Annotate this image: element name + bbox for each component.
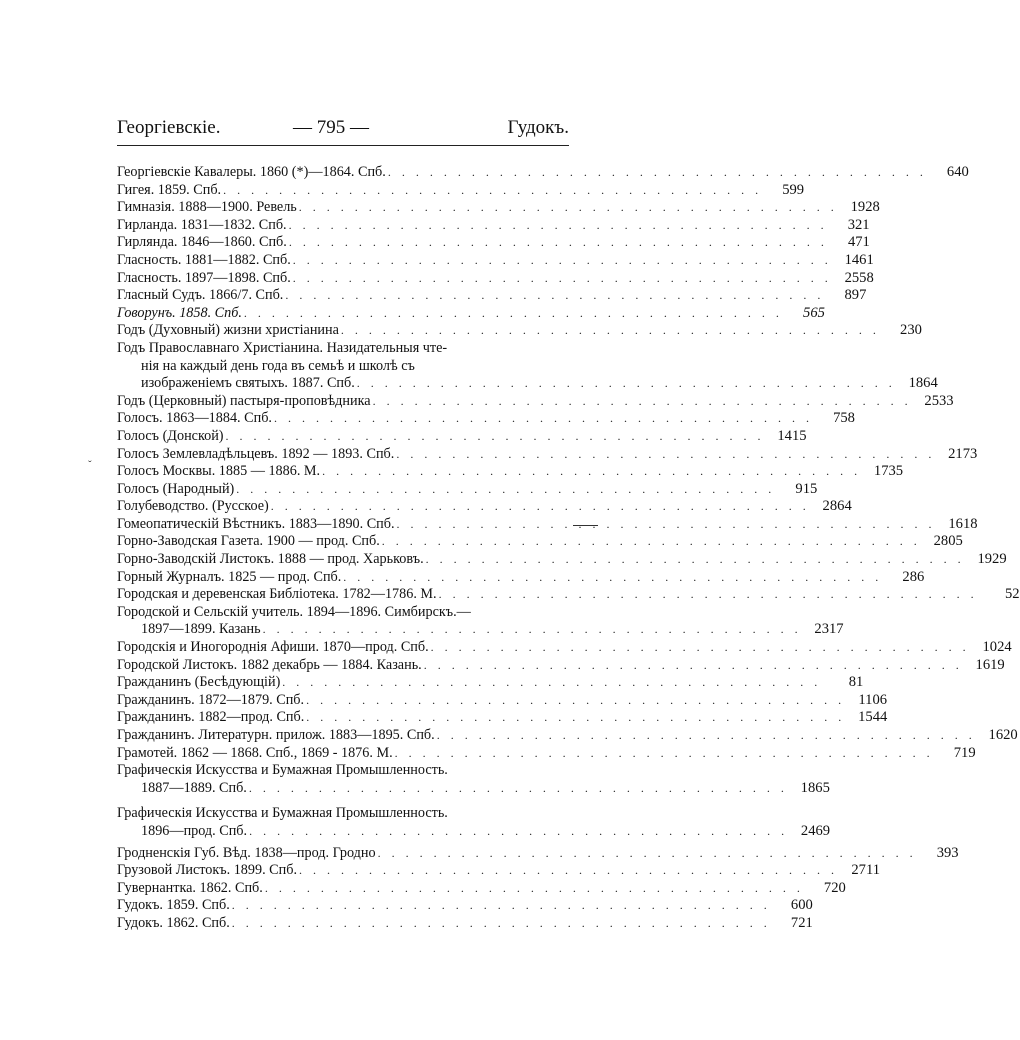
margin-tick-mark: ˇ (88, 459, 92, 471)
running-head-left: Георгіевскіе. (117, 117, 221, 138)
index-entry: Горный Журналъ. 1825 — прод. Спб. . . . . . . . . . . . . . . . . . . . . . . . . . . . . . . . . . . . . . . . 286 (117, 568, 925, 585)
running-head-right: Гудокъ. (507, 117, 569, 138)
index-entry: Гудокъ. 1862. Спб. . . . . . . . . . . . . . . . . . . . . . . . . . . . . . . . . . . . . . . . 721 (117, 914, 813, 931)
index-entry: Грузовой Листокъ. 1899. Спб. . . . . . . . . . . . . . . . . . . . . . . . . . . . . . . . . . . . . . . . 2711 (117, 862, 880, 879)
index-entry: Гимназія. 1888—1900. Ревель . . . . . . . . . . . . . . . . . . . . . . . . . . . . . . . . . . . . . . . 1928 (117, 199, 880, 216)
index-entry: Гражданинъ (Бесѣдующій) . . . . . . . . . . . . . . . . . . . . . . . . . . . . . . . . . . . . . . . 81 (117, 674, 864, 691)
index-entry: Голубеводство. (Русское) . . . . . . . . . . . . . . . . . . . . . . . . . . . . . . . . . . . . . . . 2864 (117, 498, 852, 515)
index-entry: Годъ (Духовный) жизни христіанина . . . . . . . . . . . . . . . . . . . . . . . . . . . . . . . . . . . . . . . 230 (117, 322, 922, 339)
index-entry: Гирлянда. 1846—1860. Спб. . . . . . . . . . . . . . . . . . . . . . . . . . . . . . . . . . . . . . . . 471 (117, 234, 870, 251)
index-entry: Голосъ Землевладѣльцевъ. 1892 — 1893. Спб. . . . . . . . . . . . . . . . . . . . . . . . . . . . . . . . . . . . . . . . 2173 (117, 445, 978, 462)
index-entry: Гирланда. 1831—1832. Спб. . . . . . . . . . . . . . . . . . . . . . . . . . . . . . . . . . . . . . . . 321 (117, 216, 870, 233)
index-entry: Гражданинъ. 1882—прод. Спб. . . . . . . . . . . . . . . . . . . . . . . . . . . . . . . . . . . . . . . . 1544 (117, 709, 888, 726)
index-entry: Гродненскія Губ. Вѣд. 1838—прод. Гродно . . . . . . . . . . . . . . . . . . . . . . . . . . . . . . . . . . . . . . . 393 (117, 844, 959, 861)
index-entry: Гласность. 1881—1882. Спб. . . . . . . . . . . . . . . . . . . . . . . . . . . . . . . . . . . . . . . . 1461 (117, 251, 874, 268)
index-entry: Говорунъ. 1858. Спб. . . . . . . . . . . . . . . . . . . . . . . . . . . . . . . . . . . . . . . . 565 (117, 304, 825, 321)
index-entry: Гражданинъ. 1872—1879. Спб. . . . . . . . . . . . . . . . . . . . . . . . . . . . . . . . . . . . . . . . 1106 (117, 691, 888, 708)
index-entry: Георгіевскіе Кавалеры. 1860 (*)—1864. Спб. . . . . . . . . . . . . . . . . . . . . . . . . . . . . . . . . . . . . . . . 640 (117, 164, 969, 180)
running-head (117, 115, 569, 141)
index-entry: Грамотей. 1862 — 1868. Спб., 1869 - 1876. М. . . . . . . . . . . . . . . . . . . . . . . . . . . . . . . . . . . . . . . . 719 (117, 744, 976, 761)
index-entry: Голосъ Москвы. 1885 — 1886. М. . . . . . . . . . . . . . . . . . . . . . . . . . . . . . . . . . . . . . . . 1735 (117, 463, 904, 480)
index-entry: Гудокъ. 1859. Спб. . . . . . . . . . . . . . . . . . . . . . . . . . . . . . . . . . . . . . . . 600 (117, 897, 813, 914)
index-entry: Горно-Заводская Газета. 1900 — прод. Спб. . . . . . . . . . . . . . . . . . . . . . . . . . . . . . . . . . . . . . . . 2805 (117, 533, 963, 550)
index-entry: Гласность. 1897—1898. Спб. . . . . . . . . . . . . . . . . . . . . . . . . . . . . . . . . . . . . . . . 2558 (117, 269, 874, 286)
index-entry: Графическія Искусства и Бумажная Промышленность. 1896—прод. Спб. . . . . . . . . . . . . . . . . . . . . . . . . . . . . . . . . . . . . . . . 2469 (117, 805, 831, 839)
index-entry: Годъ Православнаго Христіанина. Назидательныя чте- нія на каждый день года въ семьѣ и школѣ съ изображеніемъ святыхъ. 1887. Спб. . . . . . . . . . . . . . . . . . . . . . . . . . . . . . . . . . . . . . . . 1864 (117, 339, 938, 392)
page-number: — 795 — (293, 117, 369, 138)
index-entry: Гласный Судъ. 1866/7. Спб. . . . . . . . . . . . . . . . . . . . . . . . . . . . . . . . . . . . . . . . 897 (117, 287, 867, 304)
index-entry: Гражданинъ. Литературн. прилож. 1883—1895. Спб. . . . . . . . . . . . . . . . . . . . . . . . . . . . . . . . . . . . . . . . 1620 (117, 727, 1018, 743)
index-entry: Голосъ. 1863—1884. Спб. . . . . . . . . . . . . . . . . . . . . . . . . . . . . . . . . . . . . . . . 758 (117, 410, 855, 427)
index-entry: Гувернантка. 1862. Спб. . . . . . . . . . . . . . . . . . . . . . . . . . . . . . . . . . . . . . . . 720 (117, 879, 846, 896)
header-rule (117, 145, 569, 146)
index-entry: Голосъ (Донской) . . . . . . . . . . . . . . . . . . . . . . . . . . . . . . . . . . . . . . . 1415 (117, 427, 807, 444)
index-entry: Горно-Заводскій Листокъ. 1888 — прод. Харьковъ. . . . . . . . . . . . . . . . . . . . . . . . . . . . . . . . . . . . . . . . 1929 (117, 551, 1007, 568)
index-entry: Городской Листокъ. 1882 декабрь — 1884. Казань. . . . . . . . . . . . . . . . . . . . . . . . . . . . . . . . . . . . . . . . 1619 (117, 656, 1005, 673)
index-entry: Гигея. 1859. Спб. . . . . . . . . . . . . . . . . . . . . . . . . . . . . . . . . . . . . . . . 599 (117, 181, 805, 198)
index-entry: Голосъ (Народный) . . . . . . . . . . . . . . . . . . . . . . . . . . . . . . . . . . . . . . . 915 (117, 480, 818, 497)
index-entries (117, 164, 1020, 933)
index-entry: Городскія и Иногороднія Афиши. 1870—прод. Спб. . . . . . . . . . . . . . . . . . . . . . . . . . . . . . . . . . . . . . . . 1024 (117, 639, 1012, 656)
index-entry: Графическія Искусства и Бумажная Промышленность. 1887—1889. Спб. . . . . . . . . . . . . . . . . . . . . . . . . . . . . . . . . . . . . . . . 1865 (117, 762, 830, 796)
index-entry: Городская и деревенская Библіотека. 1782—1786. М. . . . . . . . . . . . . . . . . . . . . . . . . . . . . . . . . . . . . . . . 52 (117, 586, 1020, 603)
index-entry: Городской и Сельскій учитель. 1894—1896. Симбирскъ.— 1897—1899. Казань . . . . . . . . . . . . . . . . . . . . . . . . . . . . . . . . . . . . . . . 2317 (117, 603, 844, 638)
index-entry: Годъ (Церковный) пастыря-проповѣдника . . . . . . . . . . . . . . . . . . . . . . . . . . . . . . . . . . . . . . . 2533 (117, 392, 954, 409)
index-entry: Гомеопатическій Вѣстникъ. 1883—1890. Спб. . . . . . . . . . . . . . . . . . . . . . . . . . . . . . . . . . . . . . . . 1618 (117, 515, 978, 532)
